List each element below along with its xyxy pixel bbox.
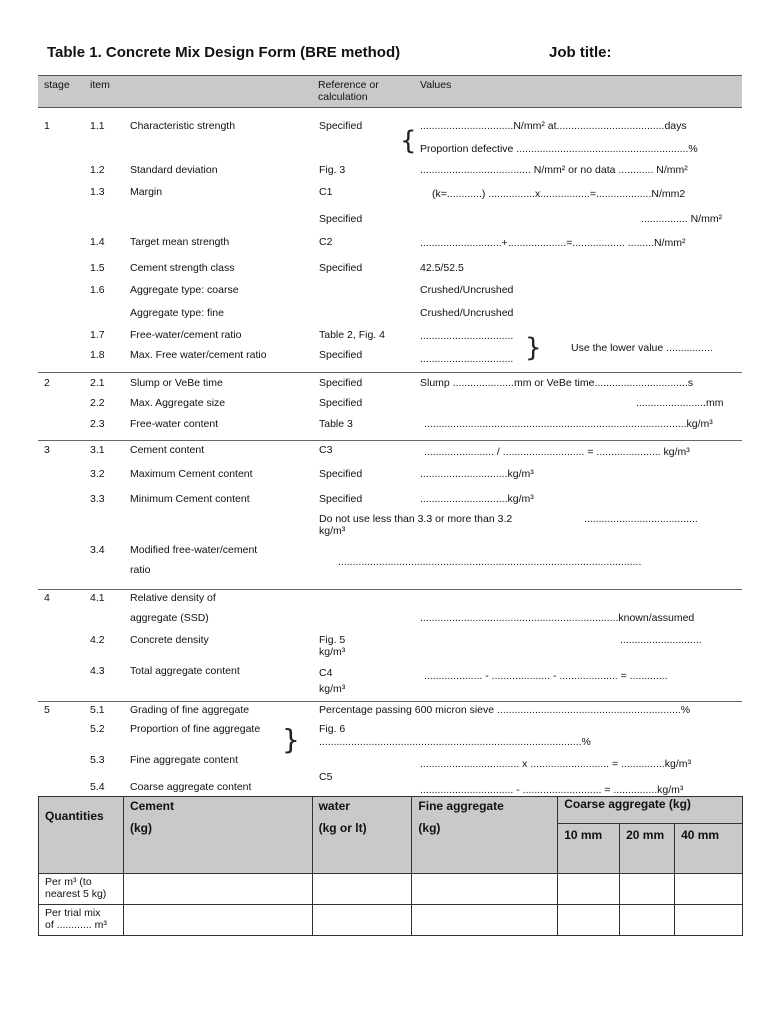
item-ref: C1: [319, 186, 333, 198]
cement-trial-cell[interactable]: [123, 905, 312, 936]
item-ref: Specified: [319, 349, 363, 361]
item-value[interactable]: .................................. x ........................... = ...............kg/m³: [420, 758, 692, 770]
item-ref: C5: [319, 771, 333, 783]
item-number: 2.3: [90, 418, 105, 430]
fine-per-m3-cell[interactable]: [412, 874, 558, 905]
brace-icon: {: [400, 126, 417, 156]
stage-3: 3: [44, 444, 50, 456]
item-desc: Characteristic strength: [130, 120, 236, 132]
item-ref: Table 2, Fig. 4: [319, 329, 385, 341]
item-number: 1.4: [90, 236, 105, 248]
item-ref: Specified: [319, 468, 363, 480]
item-value[interactable]: .......................................: [584, 513, 698, 525]
item-number: 1.3: [90, 186, 105, 198]
item-value[interactable]: ................................: [420, 353, 514, 365]
item-desc: Maximum Cement content: [130, 468, 253, 480]
item-value[interactable]: Proportion defective ...........................................................%: [420, 143, 698, 155]
item-ref: Table 3: [319, 418, 353, 430]
item-ref: C4: [319, 667, 333, 679]
item-ref: Specified: [319, 262, 363, 274]
col-item: item: [90, 79, 110, 91]
item-value: 42.5/52.5: [420, 262, 464, 274]
item-value[interactable]: ........................................................................................................: [338, 556, 642, 568]
item-desc: Free-water/cement ratio: [130, 329, 242, 341]
item-number: 1.7: [90, 329, 105, 341]
item-ref: kg/m³: [319, 646, 346, 658]
item-desc: Minimum Cement content: [130, 493, 250, 505]
item-value[interactable]: .................... - .................... - .................... = .............: [424, 670, 668, 682]
item-value[interactable]: Crushed/Uncrushed: [420, 284, 514, 296]
coarse-aggregate-header: Coarse aggregate (kg): [558, 797, 743, 824]
divider: [38, 372, 742, 373]
item-desc: ratio: [130, 564, 151, 576]
divider: [38, 440, 742, 441]
stage-1: 1: [44, 120, 50, 132]
item-ref: C2: [319, 236, 333, 248]
item-desc: Cement content: [130, 444, 205, 456]
item-value[interactable]: ....................................................................known/assumed: [420, 612, 695, 624]
page-title: Table 1. Concrete Mix Design Form (BRE method): [47, 44, 401, 61]
item-desc: Max. Free water/cement ratio: [130, 349, 267, 361]
quantities-table: [38, 796, 743, 936]
item-desc: Fine aggregate content: [130, 754, 238, 766]
item-ref: Fig. 6: [319, 723, 346, 735]
item-desc: Target mean strength: [130, 236, 230, 248]
item-number: 2.2: [90, 397, 105, 409]
stage-5: 5: [44, 704, 50, 716]
job-title-label: Job title:: [549, 44, 612, 61]
item-value[interactable]: ................................: [420, 330, 514, 342]
row-per-m3: Per m³ (to nearest 5 kg): [39, 874, 124, 905]
col-values: Values: [420, 79, 452, 91]
item-desc: Aggregate type: coarse: [130, 284, 239, 296]
item-number: 3.4: [90, 544, 105, 556]
item-number: 5.3: [90, 754, 105, 766]
c40-per-m3-cell[interactable]: [675, 874, 743, 905]
item-desc: Relative density of: [130, 592, 216, 604]
item-number: 1.8: [90, 349, 105, 361]
item-value[interactable]: ..........................................................................................kg/m³: [424, 418, 713, 430]
item-number: 5.1: [90, 704, 105, 716]
item-value[interactable]: ..............................kg/m³: [420, 468, 534, 480]
item-value[interactable]: ................................ - ........................... = ...............kg/m³: [420, 784, 684, 795]
item-value[interactable]: ................................N/mm² at.....................................days: [420, 120, 687, 132]
item-ref: Specified: [319, 493, 363, 505]
cement-per-m3-cell[interactable]: [123, 874, 312, 905]
c20-per-m3-cell[interactable]: [620, 874, 675, 905]
item-value[interactable]: (k=............) ................x.................=...................N/mm2: [432, 188, 686, 200]
item-value[interactable]: ............................+....................=.................. .........N/mm²: [420, 237, 686, 249]
stage-4: 4: [44, 592, 50, 604]
item-ref: C3: [319, 444, 333, 456]
item-desc: Concrete density: [130, 634, 209, 646]
item-desc: Total aggregate content: [130, 665, 240, 677]
water-trial-cell[interactable]: [312, 905, 412, 936]
coarse-20mm-header: 20 mm: [620, 823, 675, 873]
item-number: 4.2: [90, 634, 105, 646]
item-value[interactable]: ........................mm: [636, 397, 724, 409]
item-ref: Fig. 5: [319, 634, 346, 646]
item-number: 5.2: [90, 723, 105, 735]
brace-icon: }: [525, 333, 542, 363]
item-desc: Standard deviation: [130, 164, 218, 176]
item-desc: Modified free-water/cement: [130, 544, 258, 556]
item-desc: Slump or VeBe time: [130, 377, 223, 389]
table-header: [38, 75, 742, 108]
item-value[interactable]: ..............................kg/m³: [420, 493, 534, 505]
item-number: 2.1: [90, 377, 105, 389]
item-number: 3.2: [90, 468, 105, 480]
item-number: 3.1: [90, 444, 105, 456]
item-value[interactable]: ...................................... N/mm² or no data ............ N/mm²: [420, 164, 688, 176]
item-desc: Proportion of fine aggregate: [130, 723, 261, 735]
coarse-10mm-header: 10 mm: [558, 823, 620, 873]
item-desc: Margin: [130, 186, 163, 198]
item-value[interactable]: ............................: [620, 634, 702, 646]
divider: [38, 589, 742, 590]
lower-value-note[interactable]: Use the lower value ................: [571, 342, 713, 354]
item-desc: aggregate (SSD): [130, 612, 209, 624]
item-desc: Free-water content: [130, 418, 219, 430]
stage-2: 2: [44, 377, 50, 389]
water-header: water (kg or lt): [312, 797, 412, 874]
item-number: 1.2: [90, 164, 105, 176]
item-number: 3.3: [90, 493, 105, 505]
item-ref: Fig. 3: [319, 164, 346, 176]
item-desc: Max. Aggregate size: [130, 397, 226, 409]
item-value[interactable]: ................ N/mm²: [641, 213, 723, 225]
brace-icon: }: [282, 723, 300, 756]
item-ref: Specified: [319, 377, 363, 389]
cement-header: Cement (kg): [123, 797, 312, 874]
item-desc: Coarse aggregate content: [130, 781, 252, 793]
row-per-trial-mix: Per trial mix of ............ m³: [39, 905, 124, 936]
item-number: 1.6: [90, 284, 105, 296]
c10-trial-cell[interactable]: [558, 905, 620, 936]
item-number: 4.3: [90, 665, 105, 677]
quantities-label: Quantities: [39, 797, 124, 874]
item-ref: kg/m³: [319, 683, 346, 695]
divider: [38, 701, 742, 702]
item-number: 5.4: [90, 781, 105, 793]
fine-aggregate-header: Fine aggregate (kg): [412, 797, 558, 874]
item-value[interactable]: Crushed/Uncrushed: [420, 307, 514, 319]
item-ref: kg/m³: [319, 525, 346, 537]
c20-trial-cell[interactable]: [620, 905, 675, 936]
item-desc: Aggregate type: fine: [130, 307, 224, 319]
item-value[interactable]: Percentage passing 600 micron sieve ...............................................................%: [319, 704, 691, 716]
fine-trial-cell[interactable]: [412, 905, 558, 936]
col-reference: Reference or calculation: [318, 79, 379, 103]
item-value[interactable]: Slump .....................mm or VeBe time................................s: [420, 377, 694, 389]
item-ref: Specified: [319, 213, 363, 225]
item-ref: Specified: [319, 397, 363, 409]
c40-trial-cell[interactable]: [675, 905, 743, 936]
item-value[interactable]: ........................ / ............................ = ...................... kg/m³: [424, 446, 690, 458]
item-ref: Do not use less than 3.3 or more than 3.2: [319, 513, 513, 525]
item-number: 1.1: [90, 120, 105, 132]
item-desc: Grading of fine aggregate: [130, 704, 250, 716]
coarse-40mm-header: 40 mm: [675, 823, 743, 873]
item-desc: Cement strength class: [130, 262, 235, 274]
item-value[interactable]: ..........................................................................................%: [319, 736, 591, 748]
col-stage: stage: [44, 79, 70, 91]
water-per-m3-cell[interactable]: [312, 874, 412, 905]
item-ref: Specified: [319, 120, 363, 132]
item-number: 1.5: [90, 262, 105, 274]
item-number: 4.1: [90, 592, 105, 604]
c10-per-m3-cell[interactable]: [558, 874, 620, 905]
